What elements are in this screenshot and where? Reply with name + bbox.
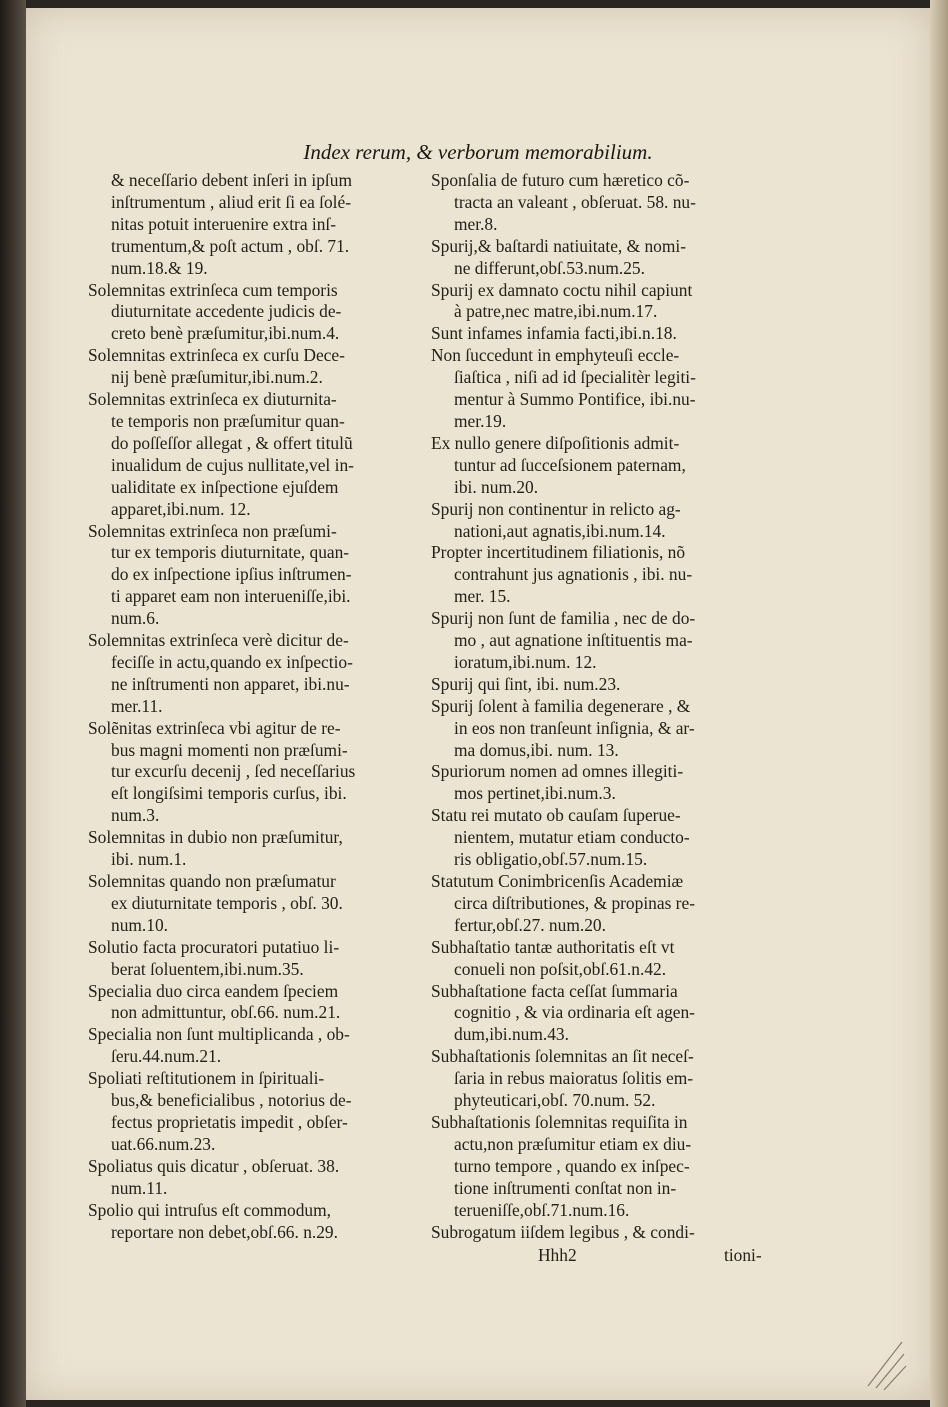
entry-line: ſeru.44.num.21.	[111, 1046, 222, 1067]
entry-line: tione inſtrumenti conſtat non in-	[454, 1177, 677, 1198]
entry-line: actu,non præſumitur etiam ex diu-	[454, 1133, 692, 1154]
index-entry	[88, 1024, 408, 1068]
entry-line: dum,ibi.num.43.	[454, 1024, 569, 1045]
entry-line: Solẽnitas extrinſeca vbi agitur de re-	[88, 717, 341, 738]
entry-line: Spolio qui intruſus eſt commodum,	[88, 1199, 331, 1220]
index-entry	[88, 937, 408, 981]
entry-line: circa diſtributiones, & propinas re-	[454, 892, 695, 913]
entry-line: nationi,aut agnatis,ibi.num.14.	[454, 520, 666, 541]
index-entry	[431, 1112, 759, 1222]
index-entry	[431, 696, 759, 762]
entry-line: Ex nullo genere diſpoſitionis admit-	[431, 432, 680, 453]
entry-line: Sponſalia de futuro cum hæretico cõ-	[431, 170, 690, 190]
index-entry	[88, 630, 408, 718]
index-entry	[431, 1222, 759, 1244]
entry-line: berat ſoluentem,ibi.num.35.	[111, 958, 304, 979]
entry-line: ſaria in rebus maioratus ſolitis em-	[454, 1068, 694, 1089]
index-entry	[431, 280, 759, 324]
index-entry	[431, 674, 759, 696]
entry-line: Solemnitas extrinſeca non præſumi-	[88, 520, 337, 541]
entry-line: Non ſuccedunt in emphyteuſi eccle-	[431, 345, 680, 366]
left-column	[88, 170, 408, 1243]
entry-line: Subrogatum iiſdem legibus , & condi-	[431, 1221, 695, 1242]
index-entry	[431, 236, 759, 280]
entry-line: ibi. num.20.	[454, 476, 539, 497]
entry-line: tuntur ad ſucceſsionem paternam,	[454, 454, 686, 475]
entry-line: non admittuntur, obſ.66. num.21.	[111, 1002, 341, 1023]
entry-line: Subhaſtatione facta ceſſat ſummaria	[431, 980, 678, 1001]
entry-line: Specialia non ſunt multiplicanda , ob-	[88, 1024, 350, 1045]
entry-line: Specialia duo circa eandem ſpeciem	[88, 980, 339, 1001]
entry-line: Solemnitas extrinſeca ex curſu Dece-	[88, 345, 345, 366]
entry-line: Spurij non ſunt de familia , nec de do-	[431, 608, 696, 629]
entry-line: Subhaſtationis ſolemnitas requiſita in	[431, 1111, 688, 1132]
entry-line: Spoliati reſtitutionem in ſpirituali-	[88, 1068, 325, 1089]
entry-line: Statu rei mutato ob cauſam ſuperue-	[431, 805, 681, 826]
entry-line: & neceſſario debent inſeri in ipſum	[111, 170, 352, 190]
entry-line: in eos non tranſeunt inſignia, & ar-	[454, 717, 695, 738]
index-entry	[431, 805, 759, 871]
entry-line: do poſſeſſor allegat , & offert titulũ	[111, 432, 353, 453]
entry-line: inſtrumentum , aliud erit ſi ea ſolé-	[111, 191, 352, 212]
entry-line: Solutio facta procuratori putatiuo li-	[88, 936, 340, 957]
entry-line: fectus proprietatis impedit , obſer-	[111, 1111, 348, 1132]
entry-line: creto benè præſumitur,ibi.num.4.	[111, 323, 340, 344]
index-entry	[431, 608, 759, 674]
entry-line: tur ex temporis diuturnitate, quan-	[111, 542, 350, 563]
right-column	[431, 170, 759, 1243]
entry-line: bus,& beneficialibus , notorius de-	[111, 1090, 352, 1111]
entry-line: Spoliatus quis dicatur , obſeruat. 38.	[88, 1155, 340, 1176]
entry-line: ne differunt,obſ.53.num.25.	[454, 257, 645, 278]
entry-line: diuturnitate accedente judicis de-	[111, 301, 342, 322]
entry-line: conueli non poſsit,obſ.61.n.42.	[454, 958, 667, 979]
entry-line: Spurij,& baſtardi natiuitate, & nomi-	[431, 235, 687, 256]
entry-line: Spurij ſolent à familia degenerare , &	[431, 695, 691, 716]
entry-line: Solemnitas quando non præſumatur	[88, 871, 336, 891]
entry-line: feciſſe in actu,quando ex inſpectio-	[111, 651, 353, 672]
entry-line: ma domus,ibi. num. 13.	[454, 739, 619, 760]
index-entry	[431, 871, 759, 937]
entry-line: eſt longiſsimi temporis curſus, ibi.	[111, 783, 347, 804]
entry-line: Propter incertitudinem filiationis, nõ	[431, 542, 686, 563]
entry-line: ne inſtrumenti non apparet, ibi.nu-	[111, 673, 350, 694]
entry-line: mer.11.	[111, 695, 163, 716]
index-entry	[88, 170, 408, 280]
entry-line: Subhaſtationis ſolemnitas an ſit neceſ-	[431, 1046, 694, 1067]
index-entry	[431, 433, 759, 499]
entry-line: num.3.	[111, 805, 160, 826]
entry-line: ibi. num.1.	[111, 849, 187, 870]
entry-line: ualiditate ex inſpectione ejuſdem	[111, 476, 339, 497]
entry-line: nientem, mutatur etiam conducto-	[454, 827, 690, 848]
entry-line: Solemnitas extrinſeca ex diuturnita-	[88, 389, 337, 410]
entry-line: fertur,obſ.27. num.20.	[454, 914, 606, 935]
entry-line: mer.8.	[454, 213, 498, 234]
page-edge	[930, 0, 948, 1407]
index-entry	[88, 521, 408, 631]
entry-line: bus magni momenti non præſumi-	[111, 739, 348, 760]
index-entry	[88, 280, 408, 346]
index-entry	[431, 323, 759, 345]
entry-line: tur excurſu decenij , ſed neceſſarius	[111, 761, 356, 782]
entry-line: Statutum Conimbricenſis Academiæ	[431, 871, 684, 891]
entry-line: Spuriorum nomen ad omnes illegiti-	[431, 761, 684, 782]
entry-line: Sunt infames infamia facti,ibi.n.18.	[431, 323, 677, 344]
entry-line: mer.19.	[454, 410, 507, 431]
index-entry	[88, 871, 408, 937]
entry-line: ſiaſtica , niſi ad id ſpecialitèr legiti-	[454, 367, 696, 388]
pencil-mark	[862, 1336, 908, 1392]
book-page	[26, 8, 930, 1400]
entry-line: turno tempore , quando ex inſpec-	[454, 1155, 690, 1176]
index-entry	[431, 761, 759, 805]
index-entry	[88, 981, 408, 1025]
entry-line: num.11.	[111, 1177, 168, 1198]
catchword: tioni-	[724, 1245, 762, 1265]
index-entry	[431, 1046, 759, 1112]
entry-line: inualidum de cujus nullitate,vel in-	[111, 454, 354, 475]
entry-line: uat.66.num.23.	[111, 1133, 216, 1154]
index-entry	[88, 1068, 408, 1156]
signature-mark: Hhh2	[538, 1245, 577, 1265]
entry-line: Spurij qui ſint, ibi. num.23.	[431, 673, 621, 694]
entry-line: num.10.	[111, 914, 169, 935]
entry-line: Subhaſtatio tantæ authoritatis eſt vt	[431, 936, 675, 957]
index-entry	[431, 981, 759, 1047]
entry-line: Spurij ex damnato coctu nihil capiunt	[431, 279, 693, 300]
entry-line: terueniſſe,obſ.71.num.16.	[454, 1199, 630, 1220]
running-header: Index rerum, & verborum memorabilium.	[303, 140, 653, 164]
index-entry	[431, 170, 759, 236]
entry-line: apparet,ibi.num. 12.	[111, 498, 251, 519]
book-gutter	[0, 0, 26, 1407]
index-entry	[431, 542, 759, 608]
entry-line: num.18.& 19.	[111, 257, 208, 278]
entry-line: à patre,nec matre,ibi.num.17.	[454, 301, 658, 322]
entry-line: mentur à Summo Pontifice, ibi.nu-	[454, 389, 696, 410]
entry-line: Spurij non continentur in relicto ag-	[431, 498, 681, 519]
entry-line: tracta an valeant , obſeruat. 58. nu-	[454, 191, 696, 212]
entry-line: nitas potuit interuenire extra inſ-	[111, 213, 337, 234]
entry-line: num.6.	[111, 608, 160, 629]
index-entry	[88, 389, 408, 520]
entry-line: reportare non debet,obſ.66. n.29.	[111, 1221, 338, 1242]
entry-line: mos pertinet,ibi.num.3.	[454, 783, 616, 804]
entry-line: ti apparet eam non interueniſſe,ibi.	[111, 586, 351, 607]
entry-line: mer. 15.	[454, 586, 511, 607]
entry-line: phyteuticari,obſ. 70.num. 52.	[454, 1090, 656, 1111]
entry-line: Solemnitas extrinſeca verè dicitur de-	[88, 630, 349, 651]
entry-line: ioratum,ibi.num. 12.	[454, 651, 597, 672]
entry-line: Solemnitas in dubio non præſumitur,	[88, 827, 343, 848]
index-entry	[88, 1200, 408, 1244]
index-entry	[88, 345, 408, 389]
entry-line: ex diuturnitate temporis , obſ. 30.	[111, 892, 343, 913]
index-entry	[431, 499, 759, 543]
entry-line: mo , aut agnatione inſtituentis ma-	[454, 630, 693, 651]
index-entry	[88, 718, 408, 828]
entry-line: do ex inſpectione ipſius inſtrumen-	[111, 564, 352, 585]
entry-line: Solemnitas extrinſeca cum temporis	[88, 279, 338, 300]
entry-line: nij benè præſumitur,ibi.num.2.	[111, 367, 323, 388]
entry-line: cognitio , & via ordinaria eſt agen-	[454, 1002, 695, 1023]
entry-line: trumentum,& poſt actum , obſ. 71.	[111, 235, 350, 256]
entry-line: ris obligatio,obſ.57.num.15.	[454, 849, 648, 870]
entry-line: te temporis non præſumitur quan-	[111, 410, 345, 431]
index-entry	[88, 827, 408, 871]
index-entry	[88, 1156, 408, 1200]
index-entry	[431, 937, 759, 981]
entry-line: contrahunt jus agnationis , ibi. nu-	[454, 564, 693, 585]
index-entry	[431, 345, 759, 433]
